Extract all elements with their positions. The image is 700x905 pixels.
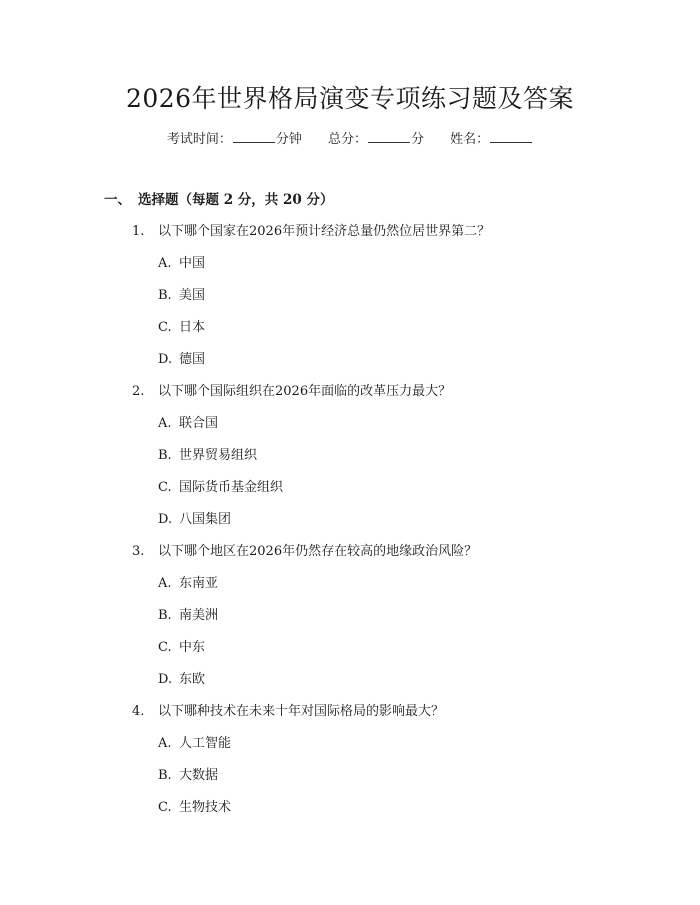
option-text: 国际货币基金组织 <box>179 480 284 495</box>
option-text: 人工智能 <box>179 736 232 751</box>
question-text: 以下哪种技术在未来十年对国际格局的影响最大？ <box>158 704 445 719</box>
option-text: 中国 <box>179 256 206 271</box>
question-2 <box>132 382 451 402</box>
question-2-option-a <box>158 414 218 434</box>
total-score-blank[interactable] <box>368 130 410 143</box>
question-text: 以下哪个国际组织在2026年面临的改革压力最大？ <box>158 384 452 399</box>
option-text: 日本 <box>179 320 206 335</box>
option-letter: A. <box>158 736 172 751</box>
option-text: 中东 <box>179 640 206 655</box>
option-text: 世界贸易组织 <box>179 448 258 463</box>
total-score-label: 总分： <box>327 132 367 147</box>
option-letter: D. <box>158 512 173 527</box>
question-2-option-b <box>158 446 257 466</box>
total-score-unit: 分 <box>411 132 425 147</box>
option-text: 生物技术 <box>179 800 232 815</box>
section-heading <box>104 190 333 210</box>
exam-time-label: 考试时间： <box>166 132 232 147</box>
option-text: 德国 <box>179 352 206 367</box>
question-number: 1. <box>132 224 145 239</box>
student-name <box>450 130 533 150</box>
student-name-label: 姓名： <box>450 132 490 147</box>
option-text: 八国集团 <box>179 512 232 527</box>
option-text: 联合国 <box>179 416 219 431</box>
question-text: 以下哪个地区在2026年仍然存在较高的地缘政治风险？ <box>158 544 478 559</box>
question-3-option-c <box>158 638 205 658</box>
question-number: 4. <box>132 704 145 719</box>
question-1-option-b <box>158 286 205 306</box>
option-letter: A. <box>158 576 172 591</box>
question-2-option-c <box>158 478 283 498</box>
option-text: 美国 <box>179 288 206 303</box>
option-text: 大数据 <box>179 768 219 783</box>
question-4-option-c <box>158 798 231 818</box>
option-text: 南美洲 <box>179 608 219 623</box>
option-letter: B. <box>158 768 172 783</box>
option-letter: D. <box>158 352 173 367</box>
exam-time <box>167 130 302 150</box>
option-letter: C. <box>158 320 172 335</box>
student-name-blank[interactable] <box>490 130 532 143</box>
question-3-option-a <box>158 574 218 594</box>
question-2-option-d <box>158 510 231 530</box>
question-1-option-c <box>158 318 205 338</box>
option-letter: C. <box>158 800 172 815</box>
question-4 <box>132 702 444 722</box>
section-number: 一、 <box>104 192 131 208</box>
question-3-option-d <box>158 670 205 690</box>
option-letter: C. <box>158 480 172 495</box>
question-1 <box>132 222 490 242</box>
question-3 <box>132 542 477 562</box>
document-title: 2026年世界格局演变专项练习题及答案 <box>125 84 575 113</box>
option-letter: B. <box>158 608 172 623</box>
question-1-option-a <box>158 254 205 274</box>
question-number: 3. <box>132 544 145 559</box>
exam-time-blank[interactable] <box>233 130 275 143</box>
option-letter: B. <box>158 448 172 463</box>
question-3-option-b <box>158 606 218 626</box>
option-text: 东欧 <box>179 672 206 687</box>
question-text: 以下哪个国家在2026年预计经济总量仍然位居世界第二？ <box>158 224 491 239</box>
question-4-option-b <box>158 766 218 786</box>
option-letter: A. <box>158 256 172 271</box>
exam-meta <box>0 130 700 150</box>
question-1-option-d <box>158 350 205 370</box>
section-title: 选择题（每题 2 分，共 20 分） <box>138 192 334 208</box>
question-4-option-a <box>158 734 231 754</box>
exam-time-unit: 分钟 <box>275 132 302 147</box>
option-letter: C. <box>158 640 172 655</box>
question-number: 2. <box>132 384 145 399</box>
option-letter: B. <box>158 288 172 303</box>
option-text: 东南亚 <box>179 576 219 591</box>
option-letter: D. <box>158 672 173 687</box>
total-score <box>328 130 424 150</box>
option-letter: A. <box>158 416 172 431</box>
